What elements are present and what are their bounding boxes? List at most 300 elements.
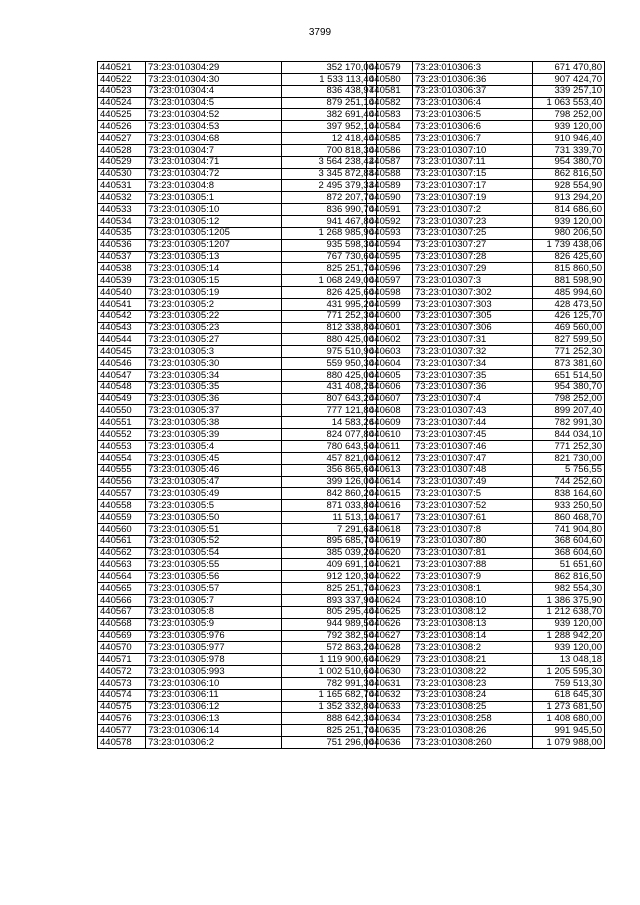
table-row xyxy=(98,251,377,263)
table-row xyxy=(367,263,605,275)
cadastral-number-cell: 73:23:010305:13 xyxy=(146,251,282,263)
row-number-cell: 440542 xyxy=(98,310,146,322)
row-number-cell: 440553 xyxy=(98,441,146,453)
row-number-cell: 440543 xyxy=(98,322,146,334)
cadastral-value-cell: 1 063 553,40 xyxy=(533,97,605,109)
cadastral-number-cell: 73:23:010305:978 xyxy=(146,654,282,666)
cadastral-value-cell: 1 212 638,70 xyxy=(533,606,605,618)
table-row xyxy=(98,642,377,654)
cadastral-number-cell: 73:23:010305:14 xyxy=(146,263,282,275)
table-row xyxy=(367,500,605,512)
cadastral-number-cell: 73:23:010307:305 xyxy=(413,310,533,322)
table-row xyxy=(367,535,605,547)
table-row xyxy=(367,737,605,749)
cadastral-number-cell: 73:23:010307:27 xyxy=(413,239,533,251)
table-row xyxy=(367,512,605,524)
cadastral-value-cell: 825 251,70 xyxy=(282,725,377,737)
table-row xyxy=(98,618,377,630)
table-row xyxy=(98,559,377,571)
row-number-cell: 440556 xyxy=(98,476,146,488)
cadastral-value-cell: 860 468,70 xyxy=(533,512,605,524)
row-number-cell: 440622 xyxy=(367,571,413,583)
row-number-cell: 440598 xyxy=(367,287,413,299)
row-number-cell: 440560 xyxy=(98,523,146,535)
row-number-cell: 440582 xyxy=(367,97,413,109)
cadastral-number-cell: 73:23:010308:23 xyxy=(413,677,533,689)
row-number-cell: 440594 xyxy=(367,239,413,251)
table-row xyxy=(98,215,377,227)
cadastral-value-cell: 880 425,00 xyxy=(282,369,377,381)
cadastral-value-cell: 3 345 872,88 xyxy=(282,168,377,180)
cadastral-number-cell: 73:23:010308:25 xyxy=(413,701,533,713)
row-number-cell: 440576 xyxy=(98,713,146,725)
table-row xyxy=(367,62,605,74)
cadastral-number-cell: 73:23:010304:71 xyxy=(146,156,282,168)
table-row xyxy=(98,464,377,476)
cadastral-number-cell: 73:23:010308:26 xyxy=(413,725,533,737)
row-number-cell: 440623 xyxy=(367,583,413,595)
cadastral-number-cell: 73:23:010305:1207 xyxy=(146,239,282,251)
cadastral-value-cell: 792 382,50 xyxy=(282,630,377,642)
cadastral-number-cell: 73:23:010305:56 xyxy=(146,571,282,583)
cadastral-number-cell: 73:23:010307:81 xyxy=(413,547,533,559)
cadastral-value-cell: 426 125,70 xyxy=(533,310,605,322)
cadastral-number-cell: 73:23:010305:977 xyxy=(146,642,282,654)
row-number-cell: 440589 xyxy=(367,180,413,192)
cadastral-number-cell: 73:23:010307:45 xyxy=(413,429,533,441)
table-row xyxy=(367,227,605,239)
table-row xyxy=(98,369,377,381)
cadastral-number-cell: 73:23:010305:47 xyxy=(146,476,282,488)
cadastral-number-cell: 73:23:010304:29 xyxy=(146,62,282,74)
cadastral-value-cell: 771 252,30 xyxy=(533,346,605,358)
cadastral-number-cell: 73:23:010307:44 xyxy=(413,417,533,429)
row-number-cell: 440544 xyxy=(98,334,146,346)
cadastral-value-cell: 751 296,00 xyxy=(282,737,377,749)
table-row xyxy=(98,310,377,322)
cadastral-value-cell: 872 207,70 xyxy=(282,192,377,204)
cadastral-value-cell: 873 381,60 xyxy=(533,358,605,370)
table-row xyxy=(367,630,605,642)
row-number-cell: 440534 xyxy=(98,215,146,227)
registry-table-right-body xyxy=(367,62,605,749)
registry-table-left-body xyxy=(98,62,377,749)
row-number-cell: 440578 xyxy=(98,737,146,749)
table-row xyxy=(98,156,377,168)
cadastral-value-cell: 431 995,20 xyxy=(282,298,377,310)
row-number-cell: 440604 xyxy=(367,358,413,370)
cadastral-value-cell: 798 252,00 xyxy=(533,393,605,405)
cadastral-value-cell: 1 352 332,80 xyxy=(282,701,377,713)
row-number-cell: 440599 xyxy=(367,298,413,310)
registry-table-left xyxy=(97,61,377,749)
table-row xyxy=(98,500,377,512)
row-number-cell: 440530 xyxy=(98,168,146,180)
table-row xyxy=(98,689,377,701)
row-number-cell: 440561 xyxy=(98,535,146,547)
cadastral-number-cell: 73:23:010305:993 xyxy=(146,666,282,678)
table-row xyxy=(367,642,605,654)
cadastral-value-cell: 1 205 595,30 xyxy=(533,666,605,678)
row-number-cell: 440626 xyxy=(367,618,413,630)
row-number-cell: 440570 xyxy=(98,642,146,654)
table-row xyxy=(367,654,605,666)
row-number-cell: 440551 xyxy=(98,417,146,429)
cadastral-value-cell: 825 251,70 xyxy=(282,263,377,275)
cadastral-value-cell: 842 860,20 xyxy=(282,488,377,500)
row-number-cell: 440603 xyxy=(367,346,413,358)
cadastral-value-cell: 51 651,60 xyxy=(533,559,605,571)
cadastral-number-cell: 73:23:010306:10 xyxy=(146,677,282,689)
cadastral-number-cell: 73:23:010307:36 xyxy=(413,381,533,393)
table-row xyxy=(98,571,377,583)
cadastral-number-cell: 73:23:010307:17 xyxy=(413,180,533,192)
row-number-cell: 440610 xyxy=(367,429,413,441)
cadastral-number-cell: 73:23:010306:11 xyxy=(146,689,282,701)
row-number-cell: 440635 xyxy=(367,725,413,737)
cadastral-number-cell: 73:23:010305:30 xyxy=(146,358,282,370)
table-row xyxy=(98,452,377,464)
table-row xyxy=(98,239,377,251)
cadastral-number-cell: 73:23:010306:14 xyxy=(146,725,282,737)
cadastral-value-cell: 771 252,30 xyxy=(533,441,605,453)
table-row xyxy=(98,417,377,429)
cadastral-number-cell: 73:23:010305:976 xyxy=(146,630,282,642)
cadastral-value-cell: 912 120,30 xyxy=(282,571,377,583)
row-number-cell: 440568 xyxy=(98,618,146,630)
row-number-cell: 440592 xyxy=(367,215,413,227)
table-row xyxy=(367,725,605,737)
table-row xyxy=(98,677,377,689)
cadastral-value-cell: 731 339,70 xyxy=(533,144,605,156)
table-row xyxy=(98,441,377,453)
cadastral-number-cell: 73:23:010308:260 xyxy=(413,737,533,749)
table-row xyxy=(98,737,377,749)
row-number-cell: 440547 xyxy=(98,369,146,381)
cadastral-value-cell: 782 991,30 xyxy=(282,677,377,689)
row-number-cell: 440602 xyxy=(367,334,413,346)
table-row xyxy=(367,346,605,358)
row-number-cell: 440536 xyxy=(98,239,146,251)
cadastral-number-cell: 73:23:010307:47 xyxy=(413,452,533,464)
cadastral-number-cell: 73:23:010308:21 xyxy=(413,654,533,666)
table-row xyxy=(367,488,605,500)
cadastral-value-cell: 893 337,90 xyxy=(282,594,377,606)
cadastral-number-cell: 73:23:010307:28 xyxy=(413,251,533,263)
cadastral-value-cell: 836 438,97 xyxy=(282,85,377,97)
row-number-cell: 440601 xyxy=(367,322,413,334)
row-number-cell: 440572 xyxy=(98,666,146,678)
cadastral-number-cell: 73:23:010305:36 xyxy=(146,393,282,405)
table-row xyxy=(367,701,605,713)
table-row xyxy=(98,701,377,713)
table-row xyxy=(367,156,605,168)
cadastral-value-cell: 777 121,80 xyxy=(282,405,377,417)
cadastral-value-cell: 836 990,70 xyxy=(282,204,377,216)
table-row xyxy=(367,559,605,571)
row-number-cell: 440583 xyxy=(367,109,413,121)
cadastral-number-cell: 73:23:010305:27 xyxy=(146,334,282,346)
table-row xyxy=(98,594,377,606)
cadastral-value-cell: 862 816,50 xyxy=(533,168,605,180)
row-number-cell: 440577 xyxy=(98,725,146,737)
row-number-cell: 440545 xyxy=(98,346,146,358)
table-row xyxy=(98,133,377,145)
cadastral-number-cell: 73:23:010305:39 xyxy=(146,429,282,441)
table-row xyxy=(367,429,605,441)
row-number-cell: 440525 xyxy=(98,109,146,121)
row-number-cell: 440591 xyxy=(367,204,413,216)
cadastral-number-cell: 73:23:010305:9 xyxy=(146,618,282,630)
cadastral-number-cell: 73:23:010305:4 xyxy=(146,441,282,453)
cadastral-value-cell: 671 470,80 xyxy=(533,62,605,74)
table-row xyxy=(367,239,605,251)
cadastral-value-cell: 771 252,30 xyxy=(282,310,377,322)
cadastral-value-cell: 844 034,10 xyxy=(533,429,605,441)
row-number-cell: 440634 xyxy=(367,713,413,725)
cadastral-value-cell: 812 338,80 xyxy=(282,322,377,334)
cadastral-number-cell: 73:23:010307:34 xyxy=(413,358,533,370)
table-row xyxy=(98,109,377,121)
cadastral-value-cell: 880 425,00 xyxy=(282,334,377,346)
cadastral-number-cell: 73:23:010304:68 xyxy=(146,133,282,145)
cadastral-value-cell: 899 207,40 xyxy=(533,405,605,417)
table-row xyxy=(367,571,605,583)
table-row xyxy=(367,298,605,310)
cadastral-number-cell: 73:23:010305:8 xyxy=(146,606,282,618)
cadastral-number-cell: 73:23:010308:258 xyxy=(413,713,533,725)
cadastral-number-cell: 73:23:010308:12 xyxy=(413,606,533,618)
cadastral-value-cell: 469 560,00 xyxy=(533,322,605,334)
cadastral-number-cell: 73:23:010307:52 xyxy=(413,500,533,512)
cadastral-value-cell: 798 252,00 xyxy=(533,109,605,121)
cadastral-number-cell: 73:23:010307:4 xyxy=(413,393,533,405)
cadastral-number-cell: 73:23:010305:22 xyxy=(146,310,282,322)
table-row xyxy=(367,583,605,595)
cadastral-number-cell: 73:23:010305:45 xyxy=(146,452,282,464)
table-row xyxy=(98,583,377,595)
cadastral-number-cell: 73:23:010304:4 xyxy=(146,85,282,97)
cadastral-value-cell: 826 425,60 xyxy=(282,287,377,299)
cadastral-number-cell: 73:23:010307:46 xyxy=(413,441,533,453)
table-row xyxy=(98,204,377,216)
cadastral-value-cell: 807 643,20 xyxy=(282,393,377,405)
cadastral-number-cell: 73:23:010307:48 xyxy=(413,464,533,476)
row-number-cell: 440587 xyxy=(367,156,413,168)
table-row xyxy=(367,713,605,725)
table-row xyxy=(98,725,377,737)
table-row xyxy=(367,476,605,488)
cadastral-number-cell: 73:23:010307:43 xyxy=(413,405,533,417)
cadastral-value-cell: 1 002 510,60 xyxy=(282,666,377,678)
cadastral-value-cell: 815 860,50 xyxy=(533,263,605,275)
cadastral-value-cell: 741 904,80 xyxy=(533,523,605,535)
cadastral-number-cell: 73:23:010305:15 xyxy=(146,275,282,287)
cadastral-number-cell: 73:23:010307:302 xyxy=(413,287,533,299)
table-row xyxy=(367,97,605,109)
cadastral-value-cell: 700 818,30 xyxy=(282,144,377,156)
table-row xyxy=(98,192,377,204)
page-number: 3799 xyxy=(308,27,332,38)
table-row xyxy=(98,381,377,393)
cadastral-number-cell: 73:23:010306:6 xyxy=(413,121,533,133)
row-number-cell: 440533 xyxy=(98,204,146,216)
row-number-cell: 440528 xyxy=(98,144,146,156)
row-number-cell: 440625 xyxy=(367,606,413,618)
table-row xyxy=(367,417,605,429)
row-number-cell: 440614 xyxy=(367,476,413,488)
cadastral-number-cell: 73:23:010305:2 xyxy=(146,298,282,310)
row-number-cell: 440529 xyxy=(98,156,146,168)
cadastral-value-cell: 814 686,60 xyxy=(533,204,605,216)
cadastral-number-cell: 73:23:010307:5 xyxy=(413,488,533,500)
cadastral-value-cell: 1 268 985,90 xyxy=(282,227,377,239)
cadastral-value-cell: 744 252,60 xyxy=(533,476,605,488)
cadastral-number-cell: 73:23:010307:3 xyxy=(413,275,533,287)
cadastral-value-cell: 5 756,55 xyxy=(533,464,605,476)
cadastral-number-cell: 73:23:010307:19 xyxy=(413,192,533,204)
cadastral-value-cell: 1 386 375,90 xyxy=(533,594,605,606)
table-row xyxy=(98,346,377,358)
row-number-cell: 440617 xyxy=(367,512,413,524)
row-number-cell: 440633 xyxy=(367,701,413,713)
cadastral-number-cell: 73:23:010306:5 xyxy=(413,109,533,121)
row-number-cell: 440600 xyxy=(367,310,413,322)
cadastral-value-cell: 928 554,90 xyxy=(533,180,605,192)
cadastral-number-cell: 73:23:010305:35 xyxy=(146,381,282,393)
row-number-cell: 440575 xyxy=(98,701,146,713)
row-number-cell: 440539 xyxy=(98,275,146,287)
table-row xyxy=(367,73,605,85)
row-number-cell: 440523 xyxy=(98,85,146,97)
table-row xyxy=(98,713,377,725)
cadastral-value-cell: 821 730,00 xyxy=(533,452,605,464)
cadastral-value-cell: 1 408 680,00 xyxy=(533,713,605,725)
table-row xyxy=(98,666,377,678)
cadastral-value-cell: 935 598,30 xyxy=(282,239,377,251)
table-row xyxy=(367,121,605,133)
row-number-cell: 440548 xyxy=(98,381,146,393)
cadastral-number-cell: 73:23:010307:2 xyxy=(413,204,533,216)
cadastral-value-cell: 910 946,40 xyxy=(533,133,605,145)
row-number-cell: 440555 xyxy=(98,464,146,476)
table-row xyxy=(367,144,605,156)
row-number-cell: 440612 xyxy=(367,452,413,464)
table-row xyxy=(367,85,605,97)
cadastral-value-cell: 428 473,50 xyxy=(533,298,605,310)
cadastral-value-cell: 825 251,70 xyxy=(282,583,377,595)
cadastral-value-cell: 1 288 942,20 xyxy=(533,630,605,642)
cadastral-number-cell: 73:23:010307:25 xyxy=(413,227,533,239)
cadastral-number-cell: 73:23:010305:34 xyxy=(146,369,282,381)
row-number-cell: 440574 xyxy=(98,689,146,701)
row-number-cell: 440538 xyxy=(98,263,146,275)
cadastral-value-cell: 14 583,26 xyxy=(282,417,377,429)
cadastral-value-cell: 805 295,40 xyxy=(282,606,377,618)
table-row xyxy=(367,547,605,559)
table-row xyxy=(98,488,377,500)
row-number-cell: 440521 xyxy=(98,62,146,74)
cadastral-value-cell: 980 206,50 xyxy=(533,227,605,239)
row-number-cell: 440573 xyxy=(98,677,146,689)
table-row xyxy=(367,180,605,192)
row-number-cell: 440615 xyxy=(367,488,413,500)
row-number-cell: 440535 xyxy=(98,227,146,239)
table-row xyxy=(367,275,605,287)
cadastral-value-cell: 767 730,60 xyxy=(282,251,377,263)
cadastral-number-cell: 73:23:010307:8 xyxy=(413,523,533,535)
cadastral-number-cell: 73:23:010306:4 xyxy=(413,97,533,109)
row-number-cell: 440619 xyxy=(367,535,413,547)
cadastral-number-cell: 73:23:010307:10 xyxy=(413,144,533,156)
cadastral-number-cell: 73:23:010307:306 xyxy=(413,322,533,334)
table-row xyxy=(98,523,377,535)
cadastral-value-cell: 618 645,30 xyxy=(533,689,605,701)
table-row xyxy=(367,215,605,227)
row-number-cell: 440532 xyxy=(98,192,146,204)
cadastral-number-cell: 73:23:010304:7 xyxy=(146,144,282,156)
cadastral-value-cell: 895 685,70 xyxy=(282,535,377,547)
cadastral-value-cell: 485 994,60 xyxy=(533,287,605,299)
cadastral-number-cell: 73:23:010306:13 xyxy=(146,713,282,725)
cadastral-value-cell: 1 273 681,50 xyxy=(533,701,605,713)
cadastral-value-cell: 431 408,25 xyxy=(282,381,377,393)
table-row xyxy=(98,121,377,133)
cadastral-number-cell: 73:23:010306:7 xyxy=(413,133,533,145)
table-row xyxy=(98,606,377,618)
row-number-cell: 440531 xyxy=(98,180,146,192)
table-row xyxy=(367,204,605,216)
cadastral-number-cell: 73:23:010307:61 xyxy=(413,512,533,524)
table-row xyxy=(367,381,605,393)
cadastral-number-cell: 73:23:010305:10 xyxy=(146,204,282,216)
table-row xyxy=(98,62,377,74)
cadastral-value-cell: 1 533 113,40 xyxy=(282,73,377,85)
table-row xyxy=(367,677,605,689)
table-row xyxy=(367,109,605,121)
cadastral-value-cell: 939 120,00 xyxy=(533,215,605,227)
cadastral-number-cell: 73:23:010304:5 xyxy=(146,97,282,109)
cadastral-number-cell: 73:23:010308:13 xyxy=(413,618,533,630)
cadastral-value-cell: 939 120,00 xyxy=(533,642,605,654)
cadastral-number-cell: 73:23:010307:88 xyxy=(413,559,533,571)
table-row xyxy=(98,512,377,524)
row-number-cell: 440579 xyxy=(367,62,413,74)
cadastral-value-cell: 397 952,10 xyxy=(282,121,377,133)
table-row xyxy=(98,298,377,310)
table-row xyxy=(98,287,377,299)
cadastral-number-cell: 73:23:010308:22 xyxy=(413,666,533,678)
cadastral-value-cell: 941 467,80 xyxy=(282,215,377,227)
cadastral-number-cell: 73:23:010305:54 xyxy=(146,547,282,559)
row-number-cell: 440618 xyxy=(367,523,413,535)
cadastral-number-cell: 73:23:010307:31 xyxy=(413,334,533,346)
cadastral-value-cell: 1 165 682,70 xyxy=(282,689,377,701)
cadastral-value-cell: 944 989,50 xyxy=(282,618,377,630)
cadastral-number-cell: 73:23:010304:8 xyxy=(146,180,282,192)
row-number-cell: 440627 xyxy=(367,630,413,642)
row-number-cell: 440624 xyxy=(367,594,413,606)
cadastral-number-cell: 73:23:010307:23 xyxy=(413,215,533,227)
cadastral-number-cell: 73:23:010305:12 xyxy=(146,215,282,227)
row-number-cell: 440611 xyxy=(367,441,413,453)
cadastral-number-cell: 73:23:010305:1 xyxy=(146,192,282,204)
table-row xyxy=(98,144,377,156)
cadastral-number-cell: 73:23:010306:36 xyxy=(413,73,533,85)
cadastral-value-cell: 991 945,50 xyxy=(533,725,605,737)
row-number-cell: 440616 xyxy=(367,500,413,512)
cadastral-number-cell: 73:23:010306:2 xyxy=(146,737,282,749)
